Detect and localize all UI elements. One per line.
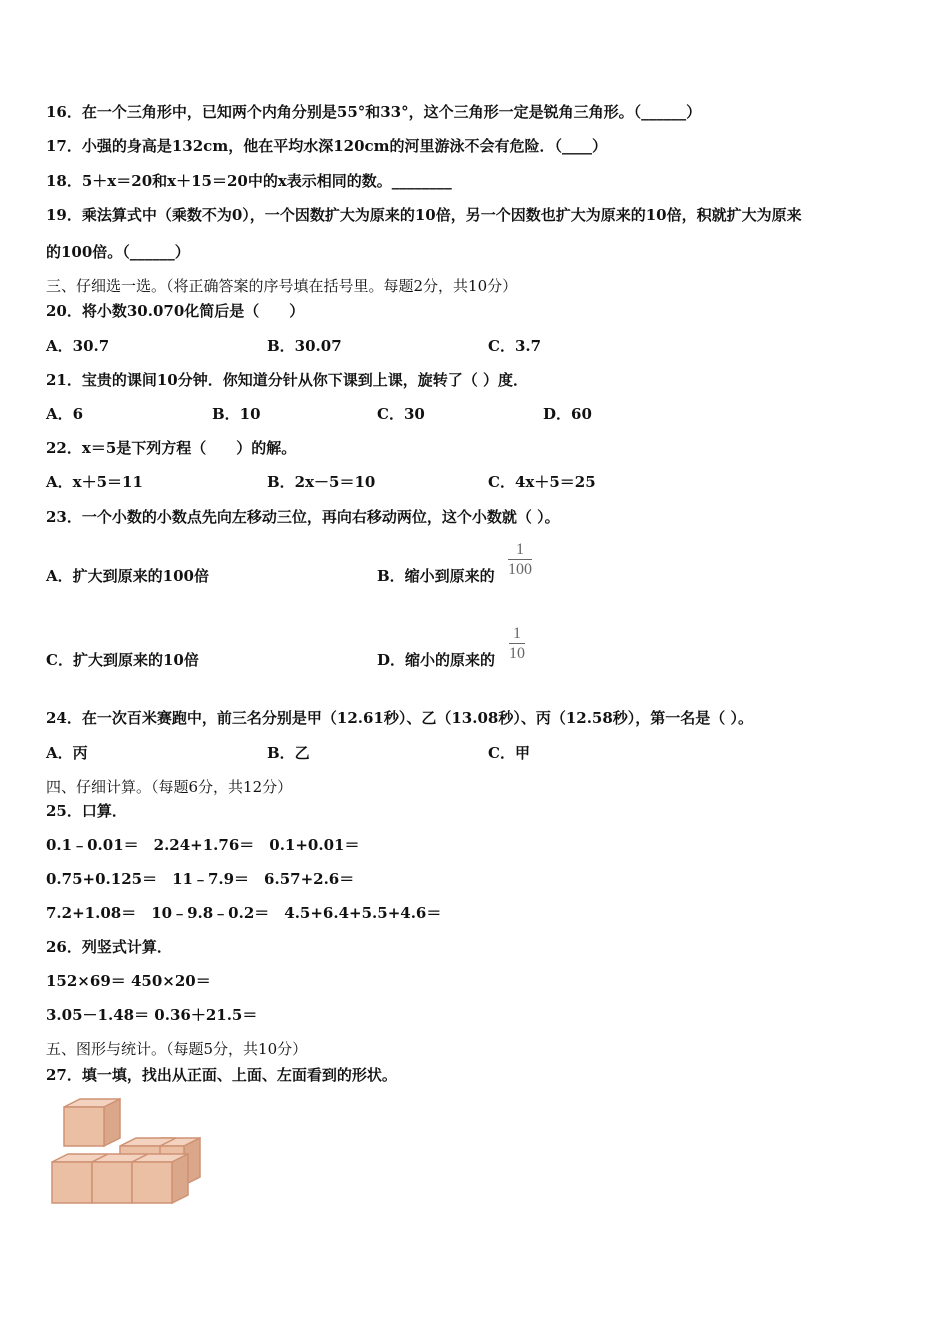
fraction-numerator: 1 — [513, 625, 521, 642]
question-20: 20．将小数30.070化简后是（ ） — [46, 302, 305, 320]
q20-option-c: C．3.7 — [488, 337, 542, 355]
q26-row-1: 152×69＝ 450×20＝ — [46, 972, 211, 990]
question-19-line-1: 19．乘法算式中（乘数不为0），一个因数扩大为原来的10倍，另一个因数也扩大为原来的10倍，积就扩大为原来 — [46, 206, 802, 224]
fraction-bar — [508, 559, 532, 560]
q23-fraction-d — [509, 625, 525, 662]
cube-top — [64, 1099, 120, 1146]
question-22: 22．x＝5是下列方程（ ）的解。 — [46, 439, 297, 457]
question-19-line-2: 的100倍。（______） — [46, 243, 190, 261]
question-27: 27．填一填，找出从正面、上面、左面看到的形状。 — [46, 1066, 397, 1084]
section-5-heading: 五、图形与统计。（每题5分，共10分） — [46, 1040, 308, 1058]
q24-option-a: A．丙 — [46, 744, 88, 762]
q22-option-a: A．x＋5＝11 — [46, 473, 143, 491]
q24-option-c: C．甲 — [488, 744, 530, 762]
q21-option-c: C．30 — [377, 405, 425, 423]
question-23: 23．一个小数的小数点先向左移动三位，再向右移动两位，这个小数就（ ）。 — [46, 508, 560, 526]
question-24: 24．在一次百米赛跑中，前三名分别是甲（12.61秒）、乙（13.08秒）、丙（12.58秒），第一名是（ ）。 — [46, 709, 754, 727]
question-18: 18．5＋x＝20和x＋15＝20中的x表示相同的数。________ — [46, 172, 452, 190]
q23-option-c: C．扩大到原来的10倍 — [46, 651, 199, 669]
section-3-heading: 三、仔细选一选。（将正确答案的序号填在括号里。每题2分，共10分） — [46, 277, 518, 295]
question-16: 16．在一个三角形中，已知两个内角分别是55°和33°，这个三角形一定是锐角三角形。（______） — [46, 103, 702, 121]
fraction-numerator: 1 — [516, 541, 524, 558]
q21-option-a: A．6 — [46, 405, 84, 423]
fraction-denominator: 10 — [509, 645, 525, 662]
q23-option-b: B．缩小到原来的 — [377, 567, 495, 585]
section-4-heading: 四、仔细计算。（每题6分，共12分） — [46, 778, 293, 796]
question-26: 26．列竖式计算． — [46, 938, 172, 956]
question-25: 25．口算． — [46, 802, 127, 820]
q22-option-c: C．4x＋5＝25 — [488, 473, 596, 491]
q21-option-d: D．60 — [543, 405, 592, 423]
q25-row-2: 0.75+0.125＝ 11﹣7.9＝ 6.57+2.6＝ — [46, 870, 355, 888]
q23-fraction-b — [508, 541, 532, 578]
q20-option-b: B．30.07 — [267, 337, 342, 355]
fraction-denominator: 100 — [508, 561, 532, 578]
cube-stack-figure — [48, 1094, 208, 1210]
q21-option-b: B．10 — [212, 405, 261, 423]
q25-row-3: 7.2+1.08＝ 10﹣9.8﹣0.2＝ 4.5+6.4+5.5+4.6＝ — [46, 904, 442, 922]
q20-option-a: A．30.7 — [46, 337, 110, 355]
q22-option-b: B．2x－5＝10 — [267, 473, 376, 491]
q23-option-a: A．扩大到原来的100倍 — [46, 567, 209, 585]
q26-row-2: 3.05－1.48＝ 0.36＋21.5＝ — [46, 1006, 258, 1024]
q24-option-b: B．乙 — [267, 744, 310, 762]
question-17: 17．小强的身高是132cm，他在平均水深120cm的河里游泳不会有危险．（____） — [46, 137, 608, 155]
cube-front-right — [132, 1154, 188, 1203]
q25-row-1: 0.1﹣0.01＝ 2.24+1.76＝ 0.1+0.01＝ — [46, 836, 360, 854]
question-21: 21．宝贵的课间10分钟．你知道分针从你下课到上课，旋转了（ ）度． — [46, 371, 528, 389]
q23-option-d: D．缩小的原来的 — [377, 651, 496, 669]
fraction-bar — [509, 643, 525, 644]
